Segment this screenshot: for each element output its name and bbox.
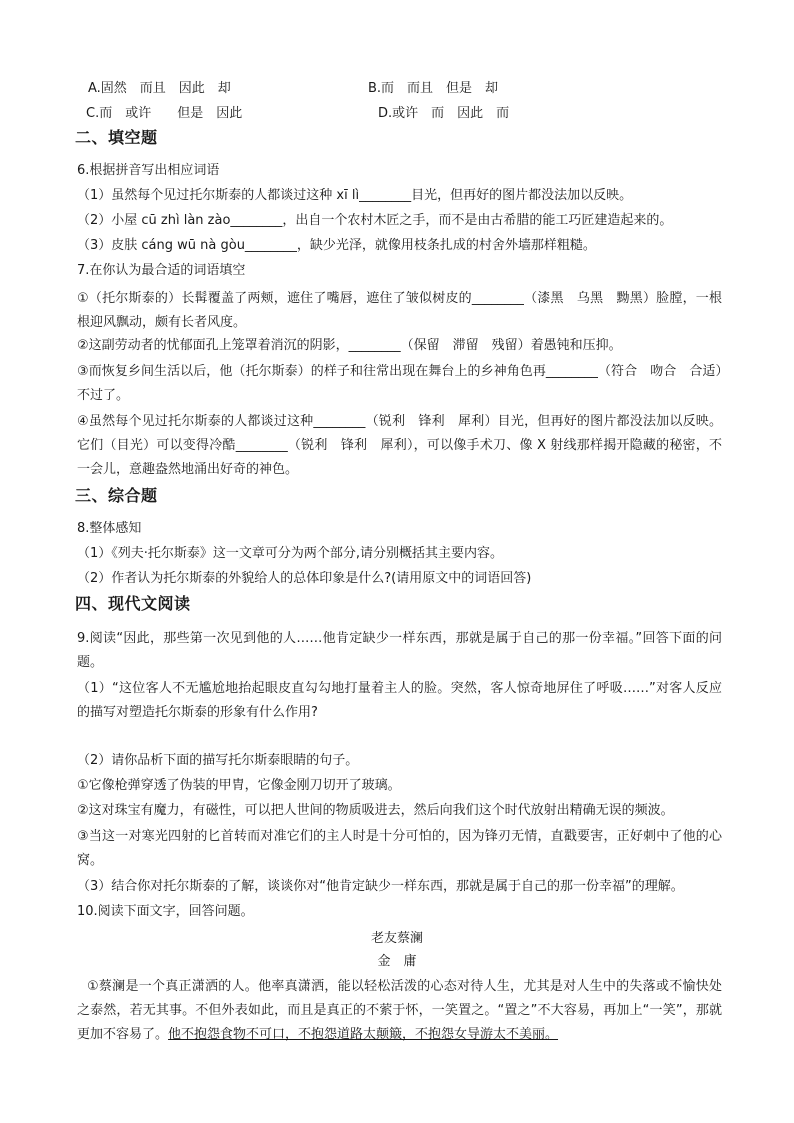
q5-option-b: B.而 而且 但是 却 <box>368 81 499 96</box>
q7-item-2: ②这副劳动者的忧郁面孔上笼罩着消沉的阴影，________（保留 滞留 残留）着愚钝和压抑。 <box>77 338 622 353</box>
q5-option-a: A.固然 而且 因此 却 <box>88 81 231 96</box>
q9-sub-2-stem: （2）请你品析下面的描写托尔斯泰眼睛的句子。 <box>77 753 359 768</box>
section-3-title: 三、综合题 <box>75 486 158 505</box>
q7-item-3: ③而恢复乡间生活以后，他（托尔斯泰）的样子和往常出现在舞台上的乡神角色再________（符合 吻合 合适）不过了。 <box>77 364 722 403</box>
q5-option-d: D.或许 而 因此 而 <box>378 106 510 121</box>
paragraph-underlined-text: 他不抱怨食物不可口，不抱怨道路太颠簸，不抱怨女导游太不美丽。 <box>168 1027 559 1042</box>
q10-stem: 10.阅读下面文字，回答问题。 <box>77 904 254 919</box>
q8-item-2: （2）作者认为托尔斯泰的外貌给人的总体印象是什么?(请用原文中的词语回答) <box>77 571 532 586</box>
q7-stem: 7.在你认为最合适的词语填空 <box>77 263 246 278</box>
q9-sub-1: （1）“这位客人不无尴尬地抬起眼皮直勾勾地打量着主人的脸。突然，客人惊奇地屏住了呼吸……”对客人反应的描写对塑造托尔斯泰的形象有什么作用? <box>77 681 722 720</box>
q5-option-c: C.而 或许 但是 因此 <box>86 106 243 121</box>
q7-item-1: ①（托尔斯泰的）长髯覆盖了两颊，遮住了嘴唇，遮住了皱似树皮的________（漆黑 乌黑 黝黑）脸膛，一根根迎风飘动，颇有长者风度。 <box>77 291 722 330</box>
q6-item-2: （2）小屋 cū zhì làn zào________，出自一个农村木匠之手，而不是由古希腊的能工巧匠建造起来的。 <box>77 213 673 228</box>
q9-sub-2-item-3: ③当这一对寒光四射的匕首转而对准它们的主人时是十分可怕的，因为锋刃无情，直戳要害，正好刺中了他的心窝。 <box>77 829 722 868</box>
section-4-title: 四、现代文阅读 <box>75 594 191 613</box>
article-title: 老友蔡澜 <box>370 931 423 946</box>
section-2-title: 二、填空题 <box>75 128 158 147</box>
q6-item-1: （1）虽然每个见过托尔斯泰的人都谈过这种 xī lì________目光，但再好的图片都没法加以反映。 <box>77 188 633 203</box>
q9-sub-3: （3）结合你对托尔斯泰的了解，谈谈你对“他肯定缺少一样东西，那就是属于自己的那一份幸福”的理解。 <box>77 879 684 894</box>
q8-stem: 8.整体感知 <box>77 521 142 536</box>
q6-stem: 6.根据拼音写出相应词语 <box>77 163 220 178</box>
q9-sub-2-item-1: ①它像枪弹穿透了伪装的甲胄，它像金刚刀切开了玻璃。 <box>77 778 401 793</box>
paragraph-plain-text: ①蔡澜是一个真正潇洒的人。他率真潇洒，能以轻松活泼的心态对待人生，尤其是对人生中的失落或不愉快处之泰然，若无其事。不但外表如此，而且是真正的不萦于怀，一笑置之。“置之”不大容易，再加上“一笑”，那就更加不容易了。 <box>77 979 722 1042</box>
article-author: 金 庸 <box>377 954 417 969</box>
q9-sub-2-item-2: ②这对珠宝有魔力，有磁性，可以把人世间的物质吸进去，然后向我们这个时代放射出精确无误的频波。 <box>77 803 674 818</box>
q6-item-3: （3）皮肤 cáng wū nà gòu________，缺少光泽，就像用枝条扎成的村舍外墙那样粗糙。 <box>77 238 596 253</box>
q8-item-1: （1）《列夫·托尔斯泰》这一文章可分为两个部分,请分别概括其主要内容。 <box>77 546 504 561</box>
q9-stem: 9.阅读“因此，那些第一次见到他的人……他肯定缺少一样东西，那就是属于自己的那一份幸福。”回答下面的问题。 <box>77 631 722 670</box>
article-paragraph-1 <box>77 975 722 1047</box>
q7-item-4: ④虽然每个见过托尔斯泰的人都谈过这种________（锐利 锋利 犀利）目光，但再好的图片都没法加以反映。它们（目光）可以变得冷酷________（锐利 锋利 犀利），可以像手术刀、像 X 射线那样揭开隐藏的秘密，不一会儿，意趣盎然地涌出好奇的神色。 <box>77 414 722 477</box>
